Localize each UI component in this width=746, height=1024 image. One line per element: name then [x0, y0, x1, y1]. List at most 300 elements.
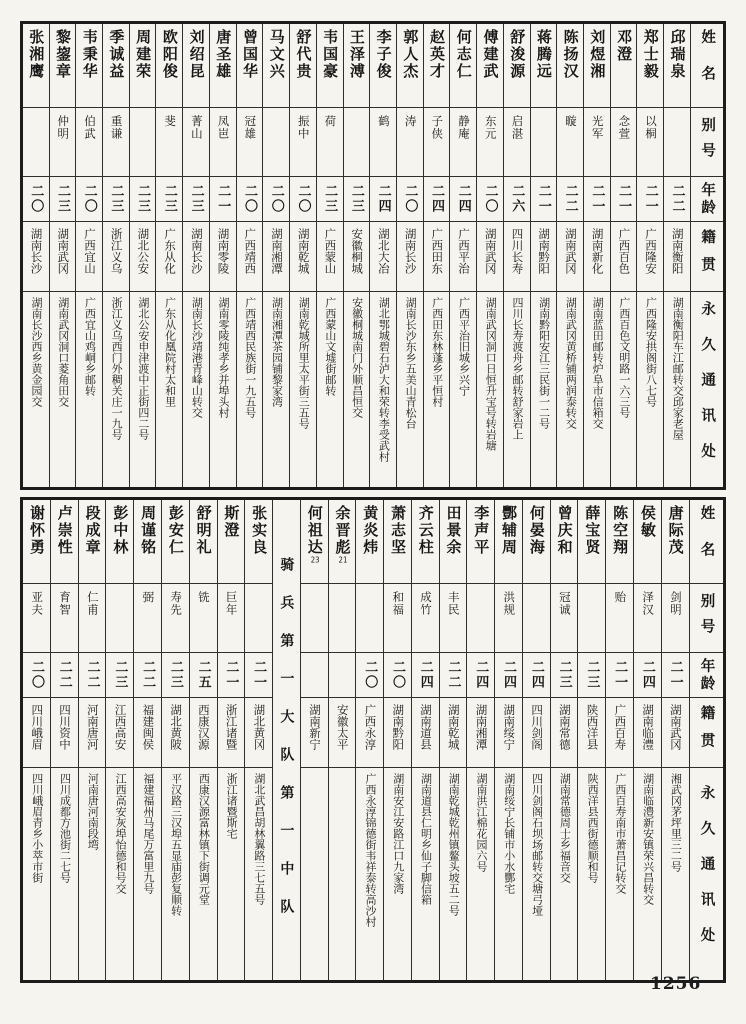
entry-age-cell [79, 653, 106, 698]
entry-alias: 泽汉 [641, 591, 656, 616]
column-header-label: 姓名 [699, 29, 716, 102]
entry-age: 二一 [215, 184, 231, 214]
entry-alias: 成竹 [419, 591, 433, 616]
entry-name-cell [317, 24, 343, 108]
entry-column [105, 500, 133, 980]
entry-name-cell [551, 500, 578, 584]
entry-age-cell [584, 177, 610, 222]
entry-name: 黎鋆章 [53, 29, 72, 80]
entry-age-cell [23, 177, 49, 222]
entry-age: 二四 [375, 184, 391, 214]
entry-origin-cell [190, 698, 217, 768]
unit-label: 骑兵第一大队第一中队 [278, 557, 295, 937]
entry-age: 二〇 [362, 660, 378, 690]
entry-age-cell [578, 653, 605, 698]
entry-alias: 暶 [563, 115, 578, 128]
entry-address: 四川剑阁石坝场邮转交塘弓垭 [530, 773, 544, 916]
entry-alias: 念萱 [617, 115, 632, 140]
entry-origin: 安徽桐城 [350, 228, 365, 274]
entry-address: 广西隆安拱阁街八七号 [644, 297, 658, 407]
entry-alias-cell [51, 584, 78, 653]
entry-age: 二三 [108, 184, 124, 214]
entry-age-cell [634, 653, 661, 698]
entry-age-cell [156, 177, 182, 222]
entry-name-cell [156, 24, 182, 108]
entry-address-cell [190, 768, 217, 980]
entry-alias-cell [397, 108, 423, 177]
entry-name-cell [504, 24, 530, 108]
entry-origin-cell [23, 222, 49, 292]
entry-address: 湖南蓝田邮转炉阜市信箱交 [591, 297, 605, 429]
entry-age: 二三 [556, 660, 572, 690]
entry-age-cell [370, 177, 396, 222]
entry-name-cell [495, 500, 522, 584]
entry-alias-cell [317, 108, 343, 177]
entry-origin: 广东从化 [163, 228, 178, 274]
entry-origin-cell [218, 698, 245, 768]
header-cell [691, 222, 723, 292]
header-column [689, 500, 723, 980]
entry-origin-cell [606, 698, 633, 768]
entry-name-note: 21 [338, 556, 348, 564]
entry-alias: 斐 [163, 115, 178, 128]
entry-column [189, 500, 217, 980]
entry-alias: 冠诚 [557, 591, 572, 616]
entry-age: 二一 [667, 660, 683, 690]
entry-alias: 丰民 [446, 591, 461, 616]
entry-column [50, 500, 78, 980]
entry-alias-cell [495, 584, 522, 653]
entry-alias-cell [450, 108, 476, 177]
entry-alias: 振中 [296, 115, 311, 140]
entry-age: 二二 [445, 660, 461, 690]
entry-origin-cell [551, 698, 578, 768]
entry-name-cell [424, 24, 450, 108]
entry-origin-cell [531, 222, 557, 292]
entry-age: 二二 [669, 184, 685, 214]
entry-name: 曾庆和 [555, 505, 574, 556]
entry-origin-cell [76, 222, 102, 292]
entry-age-cell [162, 653, 189, 698]
entry-alias-cell [440, 584, 467, 653]
entry-origin-cell [495, 698, 522, 768]
entry-age: 二二 [140, 660, 156, 690]
entry-column [530, 24, 557, 487]
entry-column [155, 24, 182, 487]
entry-alias-cell [578, 584, 605, 653]
entry-column [439, 500, 467, 980]
entry-origin-cell [134, 698, 161, 768]
entry-address: 湖南绥宁长铺市小水酆宅 [502, 773, 516, 894]
entry-age-cell [317, 177, 343, 222]
entry-name: 薛宝贤 [583, 505, 602, 556]
entry-age-cell [551, 653, 578, 698]
entry-column [577, 500, 605, 980]
entry-name-cell [237, 24, 263, 108]
header-cell [690, 653, 723, 698]
entry-address-cell [290, 292, 316, 487]
entry-column [550, 500, 578, 980]
entry-age: 二三 [167, 660, 183, 690]
entry-address-cell [50, 292, 76, 487]
entry-age: 二三 [112, 660, 128, 690]
entry-origin-cell [504, 222, 530, 292]
entry-address: 福建福州马尾万富里九号 [141, 773, 155, 894]
header-cell [690, 584, 723, 653]
entry-origin-cell [50, 222, 76, 292]
entry-address: 平汉路三汉埠五显庙彭复顺转 [169, 773, 183, 916]
entry-alias: 光军 [590, 115, 605, 140]
entry-name: 彭安仁 [166, 505, 185, 556]
entry-name: 唐际茂 [666, 505, 685, 556]
entry-age-cell [637, 177, 663, 222]
entry-alias-cell [103, 108, 129, 177]
entry-origin: 广西蒙山 [323, 228, 338, 274]
entry-name-cell [440, 500, 467, 584]
entry-column [289, 24, 316, 487]
entry-name-cell [557, 24, 583, 108]
entry-address-cell [317, 292, 343, 487]
entry-age: 二〇 [81, 184, 97, 214]
entry-origin: 湖南长沙 [29, 228, 44, 274]
entry-name-cell [183, 24, 209, 108]
unit-separator-column [272, 500, 300, 980]
entry-alias-cell [301, 584, 328, 653]
entry-name: 邓澄 [615, 29, 634, 63]
entry-column [396, 24, 423, 487]
entry-origin-cell [523, 698, 550, 768]
entry-name-cell [606, 500, 633, 584]
entry-name-cell [134, 500, 161, 584]
entry-origin: 广西靖西 [243, 228, 258, 274]
entry-alias-cell [662, 584, 689, 653]
entry-alias: 凤岜 [216, 115, 231, 140]
entry-column [328, 500, 356, 980]
entry-age-cell [450, 177, 476, 222]
entry-origin-cell [329, 698, 356, 768]
entry-origin: 广西隆安 [644, 228, 659, 274]
entry-origin: 湖南零陵 [216, 228, 231, 274]
entry-name-cell [210, 24, 236, 108]
entry-column [423, 24, 450, 487]
entry-origin-cell [412, 698, 439, 768]
entry-address: 广西宜山鸡峒乡邮转 [83, 297, 97, 396]
entry-alias: 和福 [391, 591, 406, 616]
entry-column [633, 500, 661, 980]
entry-address: 浙江义乌西门外稠关庄一九号 [110, 297, 124, 440]
entry-address: 湖北公安申津渡中正街四二号 [136, 297, 150, 440]
entry-address-cell [523, 768, 550, 980]
column-header-label: 籍贯 [698, 705, 715, 760]
entry-origin-cell [662, 698, 689, 768]
entry-address-cell [245, 768, 272, 980]
entry-address-cell [130, 292, 156, 487]
entry-alias: 涛 [403, 115, 418, 128]
entry-address-cell [637, 292, 663, 487]
entry-alias-cell [557, 108, 583, 177]
entry-alias: 子侠 [430, 115, 445, 140]
entry-name-cell [662, 500, 689, 584]
entry-age: 二四 [455, 184, 471, 214]
entry-origin-cell [162, 698, 189, 768]
entry-age-cell [440, 653, 467, 698]
entry-origin-cell [397, 222, 423, 292]
entry-address-cell [301, 768, 328, 980]
entry-name: 韦秉华 [80, 29, 99, 80]
entry-age: 二五 [195, 660, 211, 690]
entry-name-cell [106, 500, 133, 584]
entry-origin: 湖南湘潭 [474, 704, 489, 750]
entry-name: 蒋腾远 [534, 29, 553, 80]
entry-column [556, 24, 583, 487]
entry-name: 何志仁 [454, 29, 473, 80]
entry-age: 二一 [642, 184, 658, 214]
entry-origin-cell [370, 222, 396, 292]
entry-name-cell [76, 24, 102, 108]
entry-origin: 湖南新化 [590, 228, 605, 274]
entry-origin-cell [467, 698, 494, 768]
entry-origin-cell [156, 222, 182, 292]
entry-alias-cell [130, 108, 156, 177]
entry-age-cell [424, 177, 450, 222]
header-cell [691, 292, 723, 487]
entry-origin: 湖南武冈 [483, 228, 498, 274]
entry-origin: 四川资中 [58, 704, 73, 750]
entry-address: 湖南乾城乾州镇鳌头坡五二号 [447, 773, 461, 916]
entry-age: 二一 [612, 660, 628, 690]
entry-name: 陈扬汉 [561, 29, 580, 80]
entry-column [129, 24, 156, 487]
entry-origin-cell [664, 222, 690, 292]
entry-origin-cell [634, 698, 661, 768]
entry-name: 舒明礼 [194, 505, 213, 556]
entry-age: 二〇 [389, 660, 405, 690]
entry-alias: 东元 [483, 115, 498, 140]
entry-age-cell [50, 177, 76, 222]
entry-age-cell [210, 177, 236, 222]
entry-address-cell [664, 292, 690, 487]
entry-name: 段成章 [83, 505, 102, 556]
entry-age: 二一 [589, 184, 605, 214]
entry-address-cell [450, 292, 476, 487]
entry-address-cell [557, 292, 583, 487]
entry-column [133, 500, 161, 980]
entry-alias-cell [290, 108, 316, 177]
entry-name-cell [477, 24, 503, 108]
entry-age-cell [662, 653, 689, 698]
entry-name-cell [301, 500, 328, 584]
entry-origin: 湖南武冈 [668, 704, 683, 750]
entry-age-cell [397, 177, 423, 222]
entry-name: 马文兴 [267, 29, 286, 80]
entry-origin: 江西高安 [113, 704, 128, 750]
entry-alias-cell [218, 584, 245, 653]
entry-address-cell [662, 768, 689, 980]
entry-address-cell [551, 768, 578, 980]
entry-origin: 湖南黔阳 [537, 228, 552, 274]
entry-address: 湖南长沙西乡黄金园交 [30, 297, 43, 407]
entry-age: 二六 [509, 184, 525, 214]
entry-origin-cell [611, 222, 637, 292]
entry-column [476, 24, 503, 487]
entry-address: 陕西洋县西街德顺和号 [586, 773, 600, 883]
entry-address: 安徽桐城南门外顺昌恒交 [350, 297, 364, 418]
entry-name-cell [397, 24, 423, 108]
entry-column [449, 24, 476, 487]
entry-alias: 冠雄 [243, 115, 258, 140]
entry-alias: 伯武 [82, 115, 97, 140]
column-header-label: 别号 [699, 116, 716, 168]
entry-origin-cell [317, 222, 343, 292]
entry-column [355, 500, 383, 980]
entry-age-cell [329, 653, 356, 698]
entry-origin: 湖南黔阳 [391, 704, 406, 750]
entry-name: 舒浚源 [508, 29, 527, 80]
entry-name-cell [23, 24, 49, 108]
entry-origin: 四川长寿 [510, 228, 525, 274]
entry-origin-cell [424, 222, 450, 292]
entry-address-cell [162, 768, 189, 980]
entry-address: 湖南武冈黄桥铺两润泰转交 [564, 297, 578, 429]
entry-address: 浙江诸暨斯宅 [225, 773, 239, 839]
entry-alias: 亚夫 [30, 591, 45, 616]
entry-column [494, 500, 522, 980]
entry-column [49, 24, 76, 487]
entry-origin: 湖南道县 [419, 704, 433, 750]
entry-origin: 湖南长沙 [403, 228, 418, 274]
entry-name: 斯澄 [222, 505, 241, 539]
entry-alias-cell [384, 584, 411, 653]
entry-name: 何祖达23 [305, 505, 324, 564]
entry-address-cell [134, 768, 161, 980]
entry-name: 郑士毅 [641, 29, 660, 80]
entry-name: 赵英才 [428, 29, 447, 80]
entry-name-cell [130, 24, 156, 108]
entry-age: 二二 [562, 184, 578, 214]
entry-alias: 寿先 [169, 591, 184, 616]
entry-name: 邱瑞泉 [668, 29, 687, 80]
entry-alias: 以桐 [644, 115, 659, 140]
entry-origin-cell [103, 222, 129, 292]
entry-address: 湖南常德周士乡福音交 [558, 773, 572, 883]
entry-name-cell [245, 500, 272, 584]
entry-age-cell [344, 177, 370, 222]
entry-address-cell [397, 292, 423, 487]
entry-age-cell [103, 177, 129, 222]
entry-address: 湖南乾城所里太平街三五号 [297, 297, 311, 429]
entry-address: 四川峨眉青乡小萃市街 [30, 773, 44, 883]
entry-address: 湖南武冈洞口菱角田交 [56, 297, 70, 407]
entry-age: 二三 [584, 660, 600, 690]
roster-table-bottom [20, 497, 726, 983]
entry-age: 二〇 [242, 184, 257, 214]
entry-address-cell [424, 292, 450, 487]
entry-age: 二三 [322, 184, 338, 214]
entry-age-cell [301, 653, 328, 698]
entry-alias: 贻 [613, 591, 628, 604]
column-header-label: 别号 [698, 592, 715, 644]
entry-origin: 湖南绥宁 [502, 704, 517, 750]
entry-name-cell [329, 500, 356, 584]
entry-address-cell [76, 292, 102, 487]
entry-name-cell [50, 24, 76, 108]
entry-origin-cell [301, 698, 328, 768]
entry-age-cell [76, 177, 102, 222]
entry-origin: 西康汉源 [196, 704, 211, 750]
entry-alias-cell [245, 584, 272, 653]
entry-name-cell [290, 24, 316, 108]
entry-origin: 湖南武冈 [56, 228, 71, 274]
entry-column [369, 24, 396, 487]
entry-name: 舒代贵 [294, 29, 313, 80]
entry-name: 韦国豪 [321, 29, 340, 80]
entry-age-cell [245, 653, 272, 698]
entry-alias: 鹤 [376, 115, 391, 128]
entry-age: 二二 [84, 660, 100, 690]
entry-address: 湖南临澧新安镇荣兴昌转交 [641, 773, 655, 905]
entry-address-cell [23, 292, 49, 487]
entry-column [236, 24, 263, 487]
entry-origin: 湖南乾城 [446, 704, 461, 750]
entry-address: 广东从化凰院村太和里 [163, 297, 177, 407]
entry-column [75, 24, 102, 487]
entry-address-cell [344, 292, 370, 487]
entry-origin-cell [263, 222, 289, 292]
entry-age-cell [504, 177, 530, 222]
entry-origin: 广西百色 [617, 228, 632, 274]
entry-origin: 广西百寿 [613, 704, 628, 750]
entry-age: 二一 [535, 184, 551, 214]
entry-origin: 湖南湘潭 [269, 228, 284, 274]
column-header-label: 籍贯 [699, 229, 716, 284]
entry-alias: 弼 [141, 591, 156, 604]
entry-name-cell [611, 24, 637, 108]
entry-address-cell [263, 292, 289, 487]
entry-name-cell [578, 500, 605, 584]
entry-address: 湖南湘潭茶园铺黎家湾 [270, 297, 284, 407]
header-cell [691, 108, 723, 177]
entry-age: 二四 [639, 660, 655, 690]
entry-alias: 静庵 [457, 115, 471, 140]
entry-age-cell [290, 177, 316, 222]
entry-origin-cell [79, 698, 106, 768]
entry-origin-cell [356, 698, 383, 768]
entry-name: 刘煜湘 [588, 29, 607, 80]
entry-name: 曾国华 [241, 29, 259, 80]
entry-name-cell [263, 24, 289, 108]
entry-alias-cell [584, 108, 610, 177]
entry-alias: 育智 [58, 591, 73, 616]
entry-name-cell [523, 500, 550, 584]
entry-name: 张实良 [250, 505, 269, 556]
entry-age: 二〇 [402, 184, 418, 214]
entry-column [300, 500, 328, 980]
entry-address-cell [440, 768, 467, 980]
entry-address: 湖南道县仁明乡仙子脚信箱 [419, 773, 433, 905]
entry-origin: 陕西洋县 [585, 704, 600, 750]
header-cell [690, 698, 723, 768]
entry-origin: 广西宜山 [82, 228, 97, 274]
entry-address-cell [467, 768, 494, 980]
entry-age: 二〇 [295, 184, 311, 214]
entry-origin: 四川剑阁 [530, 704, 545, 750]
entry-origin: 湖北黄陂 [169, 704, 184, 750]
entry-origin-cell [23, 698, 50, 768]
entry-column [316, 24, 343, 487]
entry-origin-cell [584, 222, 610, 292]
entry-name: 萧志坚 [388, 505, 407, 556]
entry-name: 酆辅周 [500, 505, 519, 556]
